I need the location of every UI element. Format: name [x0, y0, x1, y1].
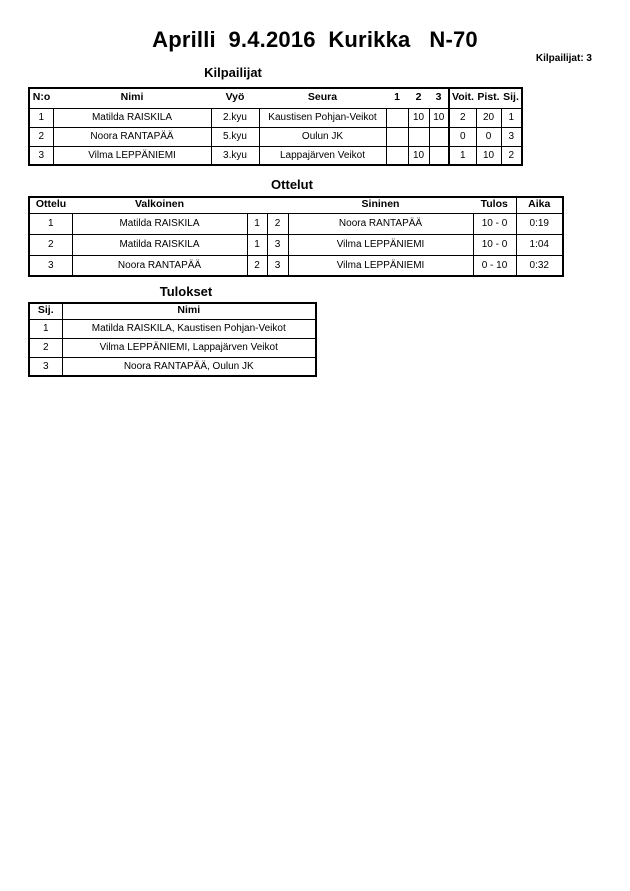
round1-cell: [386, 146, 408, 165]
col-header-tulos: Tulos: [473, 197, 516, 213]
round2-cell: 10: [408, 108, 429, 127]
sininen-no-cell: 3: [267, 234, 288, 255]
kilpailijat-table: [28, 87, 523, 166]
table-row: [29, 357, 316, 376]
sij-cell: 1: [29, 319, 62, 338]
col-header-sininen: Sininen: [288, 197, 473, 213]
seura-cell: Lappajärven Veikot: [259, 146, 386, 165]
sij-cell: 3: [501, 127, 522, 146]
sij-cell: 2: [29, 338, 62, 357]
col-header-seura: Seura: [259, 88, 386, 108]
sininen-name-cell: Vilma LEPPÄNIEMI: [288, 234, 473, 255]
nimi-seura-cell: Noora RANTAPÄÄ, Oulun JK: [62, 357, 316, 376]
pist-cell: 20: [476, 108, 501, 127]
tulokset-header-row: [29, 303, 316, 319]
tulokset-heading: Tulokset: [159, 284, 213, 299]
tulos-cell: 10 - 0: [473, 213, 516, 234]
voit-cell: 0: [449, 127, 476, 146]
col-header-valkoinen-no: [247, 197, 267, 213]
round3-cell: 10: [429, 108, 449, 127]
sij-cell: 3: [29, 357, 62, 376]
seura-cell: Oulun JK: [259, 127, 386, 146]
aika-cell: 1:04: [516, 234, 563, 255]
ottelut-heading: Ottelut: [271, 177, 313, 192]
table-row: [29, 319, 316, 338]
tulos-cell: 0 - 10: [473, 255, 516, 276]
nimi-seura-cell: Vilma LEPPÄNIEMI, Lappajärven Veikot: [62, 338, 316, 357]
round2-cell: 10: [408, 146, 429, 165]
pist-cell: 10: [476, 146, 501, 165]
sininen-name-cell: Noora RANTAPÄÄ: [288, 213, 473, 234]
sininen-name-cell: Vilma LEPPÄNIEMI: [288, 255, 473, 276]
valkoinen-name-cell: Noora RANTAPÄÄ: [72, 255, 247, 276]
col-header-valkoinen: Valkoinen: [72, 197, 247, 213]
round1-cell: [386, 127, 408, 146]
round3-cell: [429, 146, 449, 165]
ottelut-header-row: [29, 197, 563, 213]
no-cell: 2: [29, 127, 53, 146]
col-header-round1: 1: [386, 88, 408, 108]
col-header-sininen-no: [267, 197, 288, 213]
col-header-nimi: Nimi: [62, 303, 316, 319]
col-header-round3: 3: [429, 88, 449, 108]
nimi-seura-cell: Matilda RAISKILA, Kaustisen Pohjan-Veikot: [62, 319, 316, 338]
sininen-no-cell: 2: [267, 213, 288, 234]
vyo-cell: 5.kyu: [211, 127, 259, 146]
voit-cell: 1: [449, 146, 476, 165]
no-cell: 1: [29, 108, 53, 127]
ottelut-table: [28, 196, 564, 277]
match-no-cell: 3: [29, 255, 72, 276]
table-row: [29, 338, 316, 357]
col-header-voit: Voit.: [449, 88, 476, 108]
no-cell: 3: [29, 146, 53, 165]
tulokset-table: [28, 302, 317, 377]
aika-cell: 0:19: [516, 213, 563, 234]
col-header-aika: Aika: [516, 197, 563, 213]
nimi-cell: Noora RANTAPÄÄ: [53, 127, 211, 146]
match-no-cell: 1: [29, 213, 72, 234]
sij-cell: 2: [501, 146, 522, 165]
col-header-sij: Sij.: [29, 303, 62, 319]
valkoinen-name-cell: Matilda RAISKILA: [72, 213, 247, 234]
table-row: [29, 146, 522, 165]
page-title: Aprilli 9.4.2016 Kurikka N-70: [152, 27, 478, 52]
aika-cell: 0:32: [516, 255, 563, 276]
round1-cell: [386, 108, 408, 127]
table-row: [29, 234, 563, 255]
nimi-cell: Matilda RAISKILA: [53, 108, 211, 127]
kilpailijat-heading: Kilpailijat: [204, 65, 262, 80]
table-row: [29, 127, 522, 146]
vyo-cell: 2.kyu: [211, 108, 259, 127]
round2-cell: [408, 127, 429, 146]
table-row: [29, 255, 563, 276]
table-row: [29, 213, 563, 234]
col-header-pist: Pist.: [476, 88, 501, 108]
col-header-nimi: Nimi: [53, 88, 211, 108]
col-header-sij: Sij.: [501, 88, 522, 108]
vyo-cell: 3.kyu: [211, 146, 259, 165]
pist-cell: 0: [476, 127, 501, 146]
seura-cell: Kaustisen Pohjan-Veikot: [259, 108, 386, 127]
valkoinen-no-cell: 1: [247, 213, 267, 234]
tulos-cell: 10 - 0: [473, 234, 516, 255]
sininen-no-cell: 3: [267, 255, 288, 276]
round3-cell: [429, 127, 449, 146]
match-no-cell: 2: [29, 234, 72, 255]
sij-cell: 1: [501, 108, 522, 127]
valkoinen-name-cell: Matilda RAISKILA: [72, 234, 247, 255]
col-header-no: N:o: [29, 88, 53, 108]
table-row: [29, 108, 522, 127]
competitors-count-label: Kilpailijat: 3: [535, 53, 592, 64]
nimi-cell: Vilma LEPPÄNIEMI: [53, 146, 211, 165]
col-header-vyo: Vyö: [211, 88, 259, 108]
valkoinen-no-cell: 1: [247, 234, 267, 255]
valkoinen-no-cell: 2: [247, 255, 267, 276]
kilpailijat-header-row: [29, 88, 522, 108]
col-header-round2: 2: [408, 88, 429, 108]
voit-cell: 2: [449, 108, 476, 127]
col-header-ottelu: Ottelu: [29, 197, 72, 213]
